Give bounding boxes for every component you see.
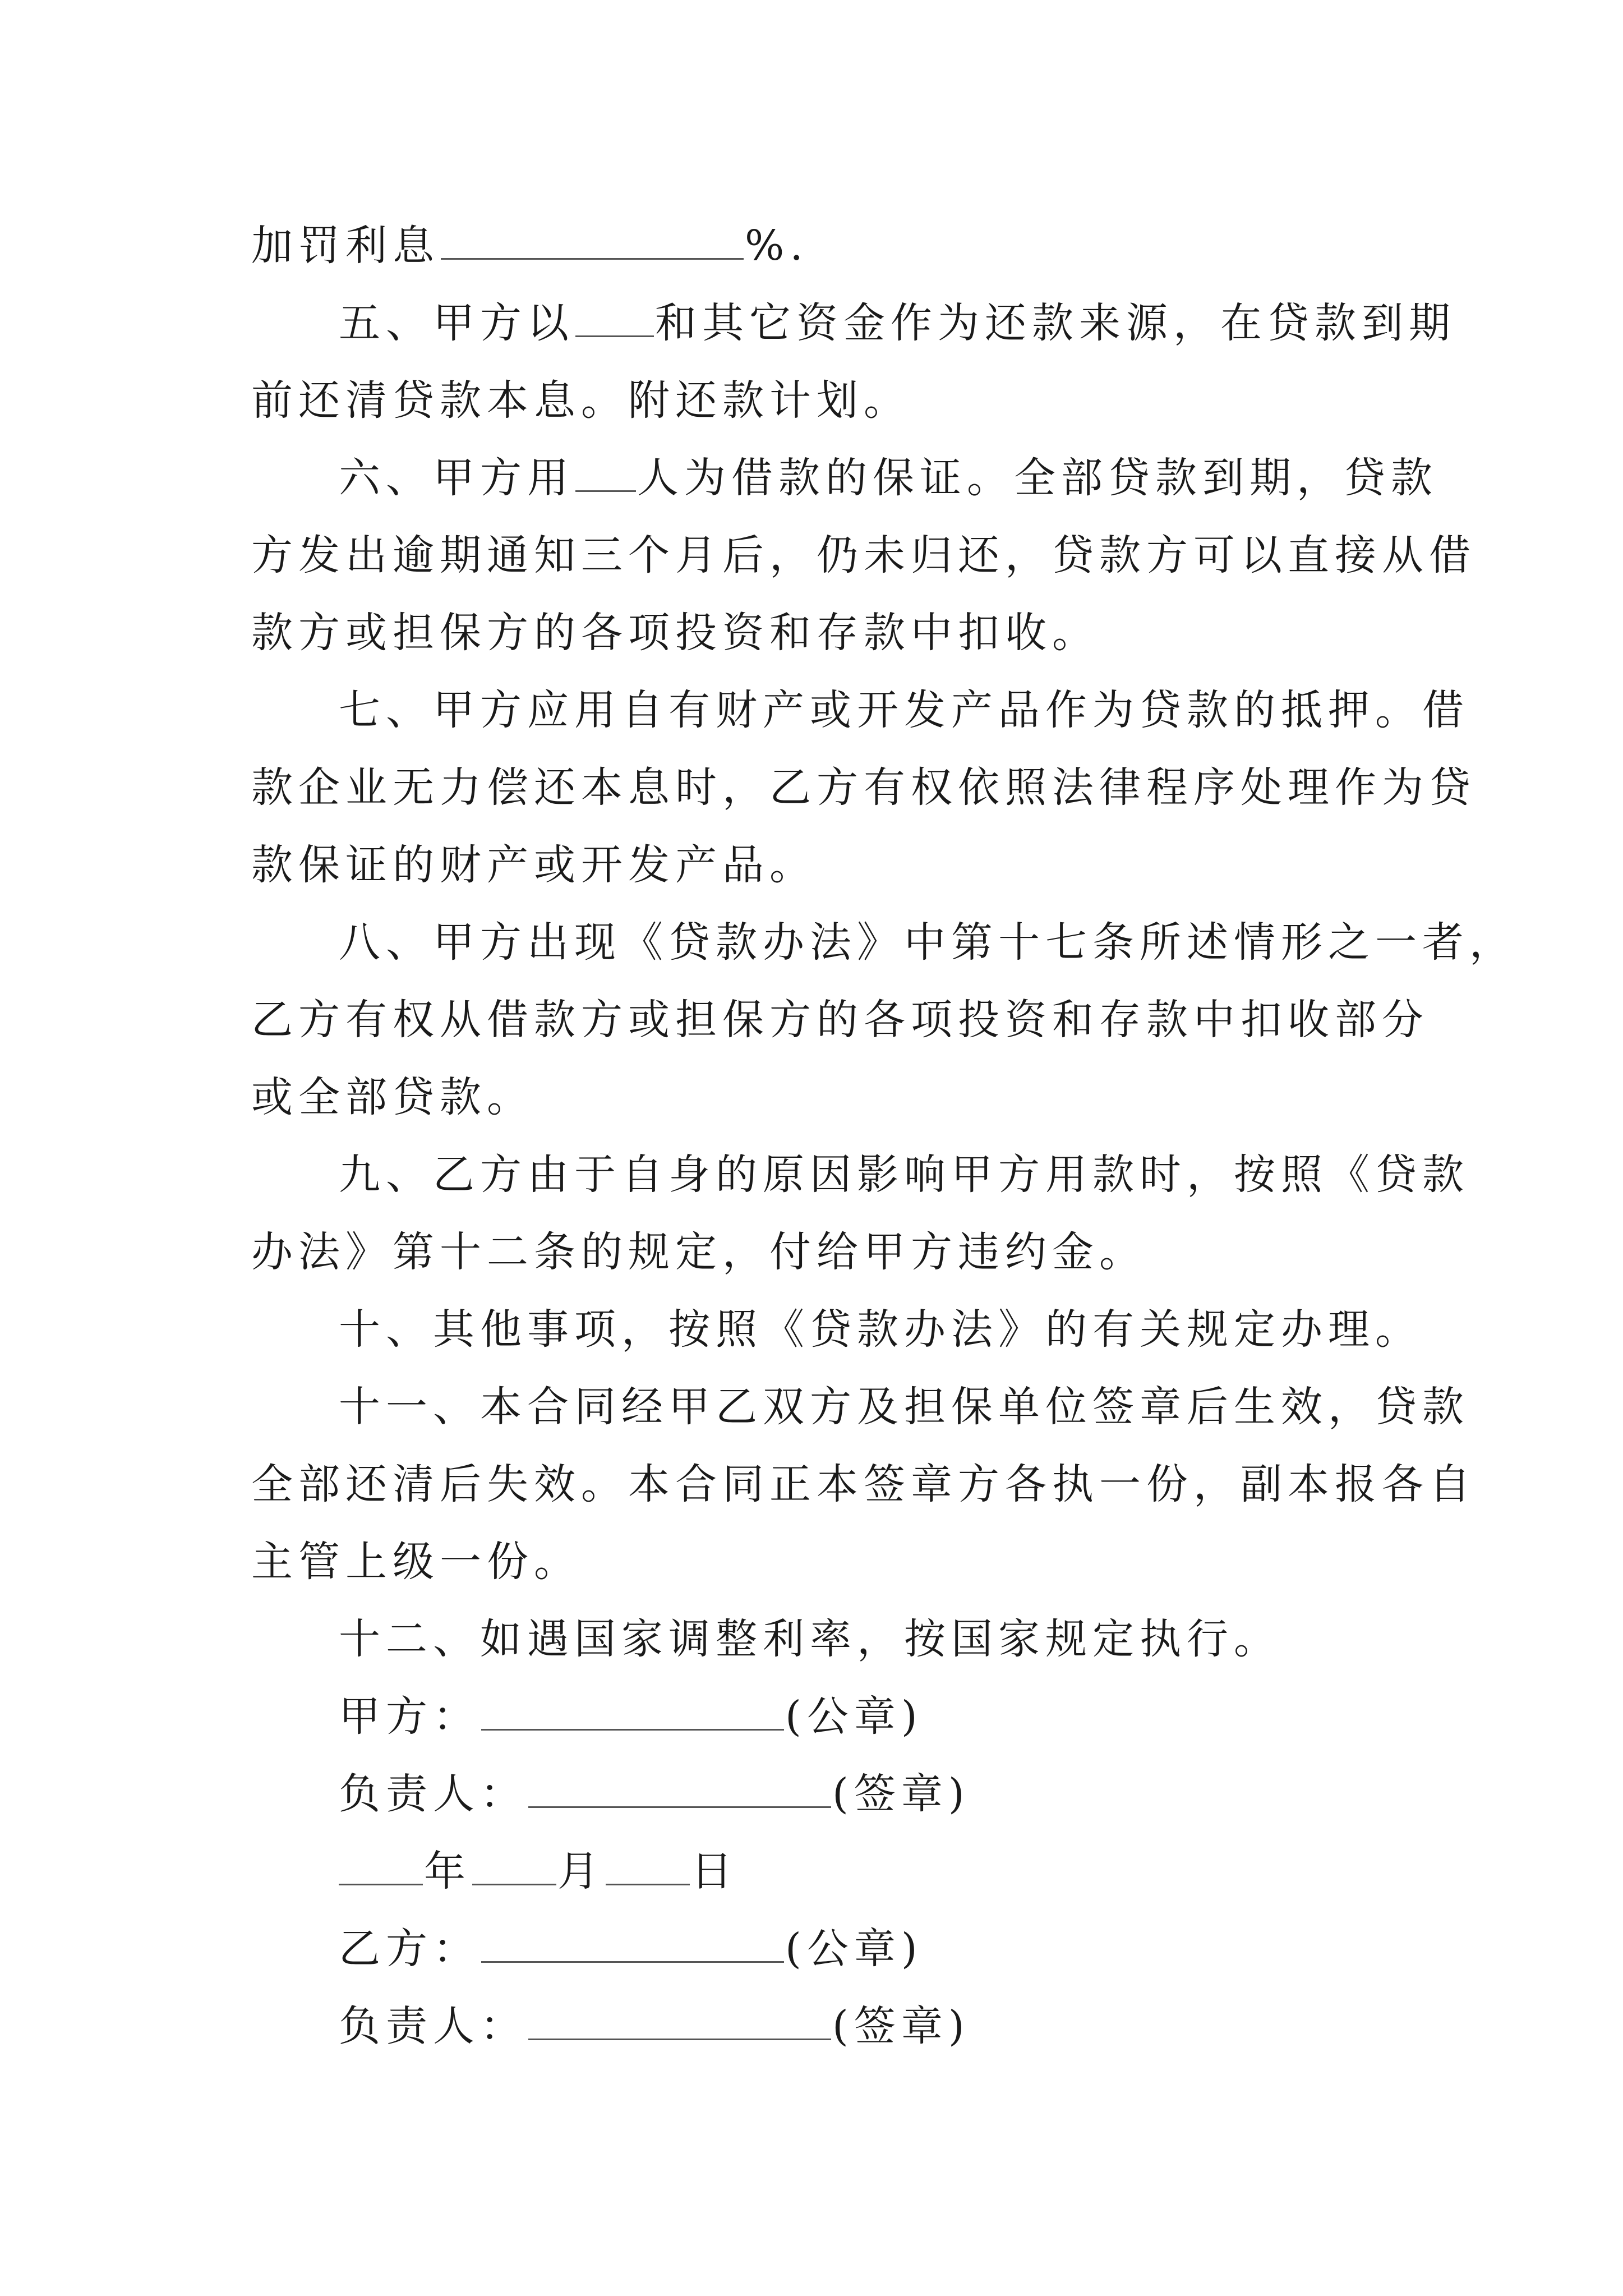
day-label: 日	[691, 1847, 738, 1895]
clause-5-text-b: 和其它资金作为还款来源，在贷款到期	[655, 299, 1456, 347]
clause-5-text-a: 五、甲方以	[339, 299, 574, 347]
party-b-rep-sign-blank[interactable]	[528, 2001, 831, 2040]
party-b-rep-label: 负责人：	[339, 2002, 527, 2050]
guarantor-blank[interactable]	[575, 453, 636, 492]
party-b-rep-signature-line	[339, 1998, 1488, 2054]
clause-12-line-1: 十二、如遇国家调整利率，按国家规定执行。	[339, 1615, 1281, 1663]
clause-11-line-3: 主管上级一份。	[251, 1538, 581, 1586]
party-a-label: 甲方：	[339, 1692, 480, 1741]
day-blank[interactable]	[606, 1847, 690, 1885]
party-a-rep-sign-note: (签章)	[832, 1770, 970, 1818]
clause-11-line-2: 全部还清后失效。本合同正本签章方各执一份，副本报各自	[251, 1460, 1476, 1508]
clause-5-line-1	[339, 295, 1488, 351]
year-label: 年	[424, 1847, 471, 1895]
clause-8-line-3: 或全部贷款。	[251, 1073, 534, 1121]
clause-6-text-a: 六、甲方用	[339, 454, 574, 502]
party-a-seal-blank[interactable]	[481, 1692, 784, 1731]
party-b-label: 乙方：	[339, 1925, 480, 1973]
date-line	[339, 1843, 1488, 1899]
party-a-seal-note: (公章)	[785, 1692, 923, 1741]
clause-11-line-1: 十一、本合同经甲乙双方及担保单位签章后生效，贷款	[339, 1383, 1469, 1431]
month-label: 月	[557, 1847, 605, 1895]
clause-8-line-2: 乙方有权从借款方或担保方的各项投资和存款中扣收部分	[251, 996, 1429, 1044]
percent-sign: %.	[745, 222, 809, 270]
party-a-rep-sign-blank[interactable]	[528, 1769, 831, 1808]
year-blank[interactable]	[339, 1847, 423, 1885]
party-b-seal-blank[interactable]	[481, 1924, 784, 1963]
clause-9-line-2: 办法》第十二条的规定，付给甲方违约金。	[251, 1228, 1146, 1276]
party-a-rep-label: 负责人：	[339, 1770, 527, 1818]
repayment-source-blank[interactable]	[575, 298, 654, 337]
month-blank[interactable]	[472, 1847, 556, 1885]
party-b-signature-line	[339, 1921, 1488, 1977]
penalty-rate-blank[interactable]	[441, 221, 744, 260]
clause-6-line-1	[339, 450, 1488, 506]
party-a-rep-signature-line	[339, 1766, 1488, 1822]
clause-7-line-2: 款企业无力偿还本息时，乙方有权依照法律程序处理作为贷	[251, 763, 1476, 812]
clause-5-line-2: 前还清贷款本息。附还款计划。	[251, 376, 911, 425]
clause-7-line-3: 款保证的财产或开发产品。	[251, 841, 817, 889]
clause-10-line-1: 十、其他事项，按照《贷款办法》的有关规定办理。	[339, 1305, 1422, 1354]
penalty-interest-label: 加罚利息	[251, 222, 440, 270]
party-b-seal-note: (公章)	[785, 1925, 923, 1973]
penalty-interest-line	[251, 218, 1401, 274]
clause-9-line-1: 九、乙方由于自身的原因影响甲方用款时，按照《贷款	[339, 1151, 1469, 1199]
party-b-rep-sign-note: (签章)	[832, 2002, 970, 2050]
clause-6-line-2: 方发出逾期通知三个月后，仍未归还，贷款方可以直接从借	[251, 531, 1476, 579]
clause-6-text-b: 人为借款的保证。全部贷款到期，贷款	[637, 454, 1438, 502]
party-a-signature-line	[339, 1688, 1488, 1745]
clause-8-line-1: 八、甲方出现《贷款办法》中第十七条所述情形之一者，	[339, 918, 1516, 967]
clause-7-line-1: 七、甲方应用自有财产或开发产品作为贷款的抵押。借	[339, 686, 1469, 734]
clause-6-line-3: 款方或担保方的各项投资和存款中扣收。	[251, 609, 1099, 657]
